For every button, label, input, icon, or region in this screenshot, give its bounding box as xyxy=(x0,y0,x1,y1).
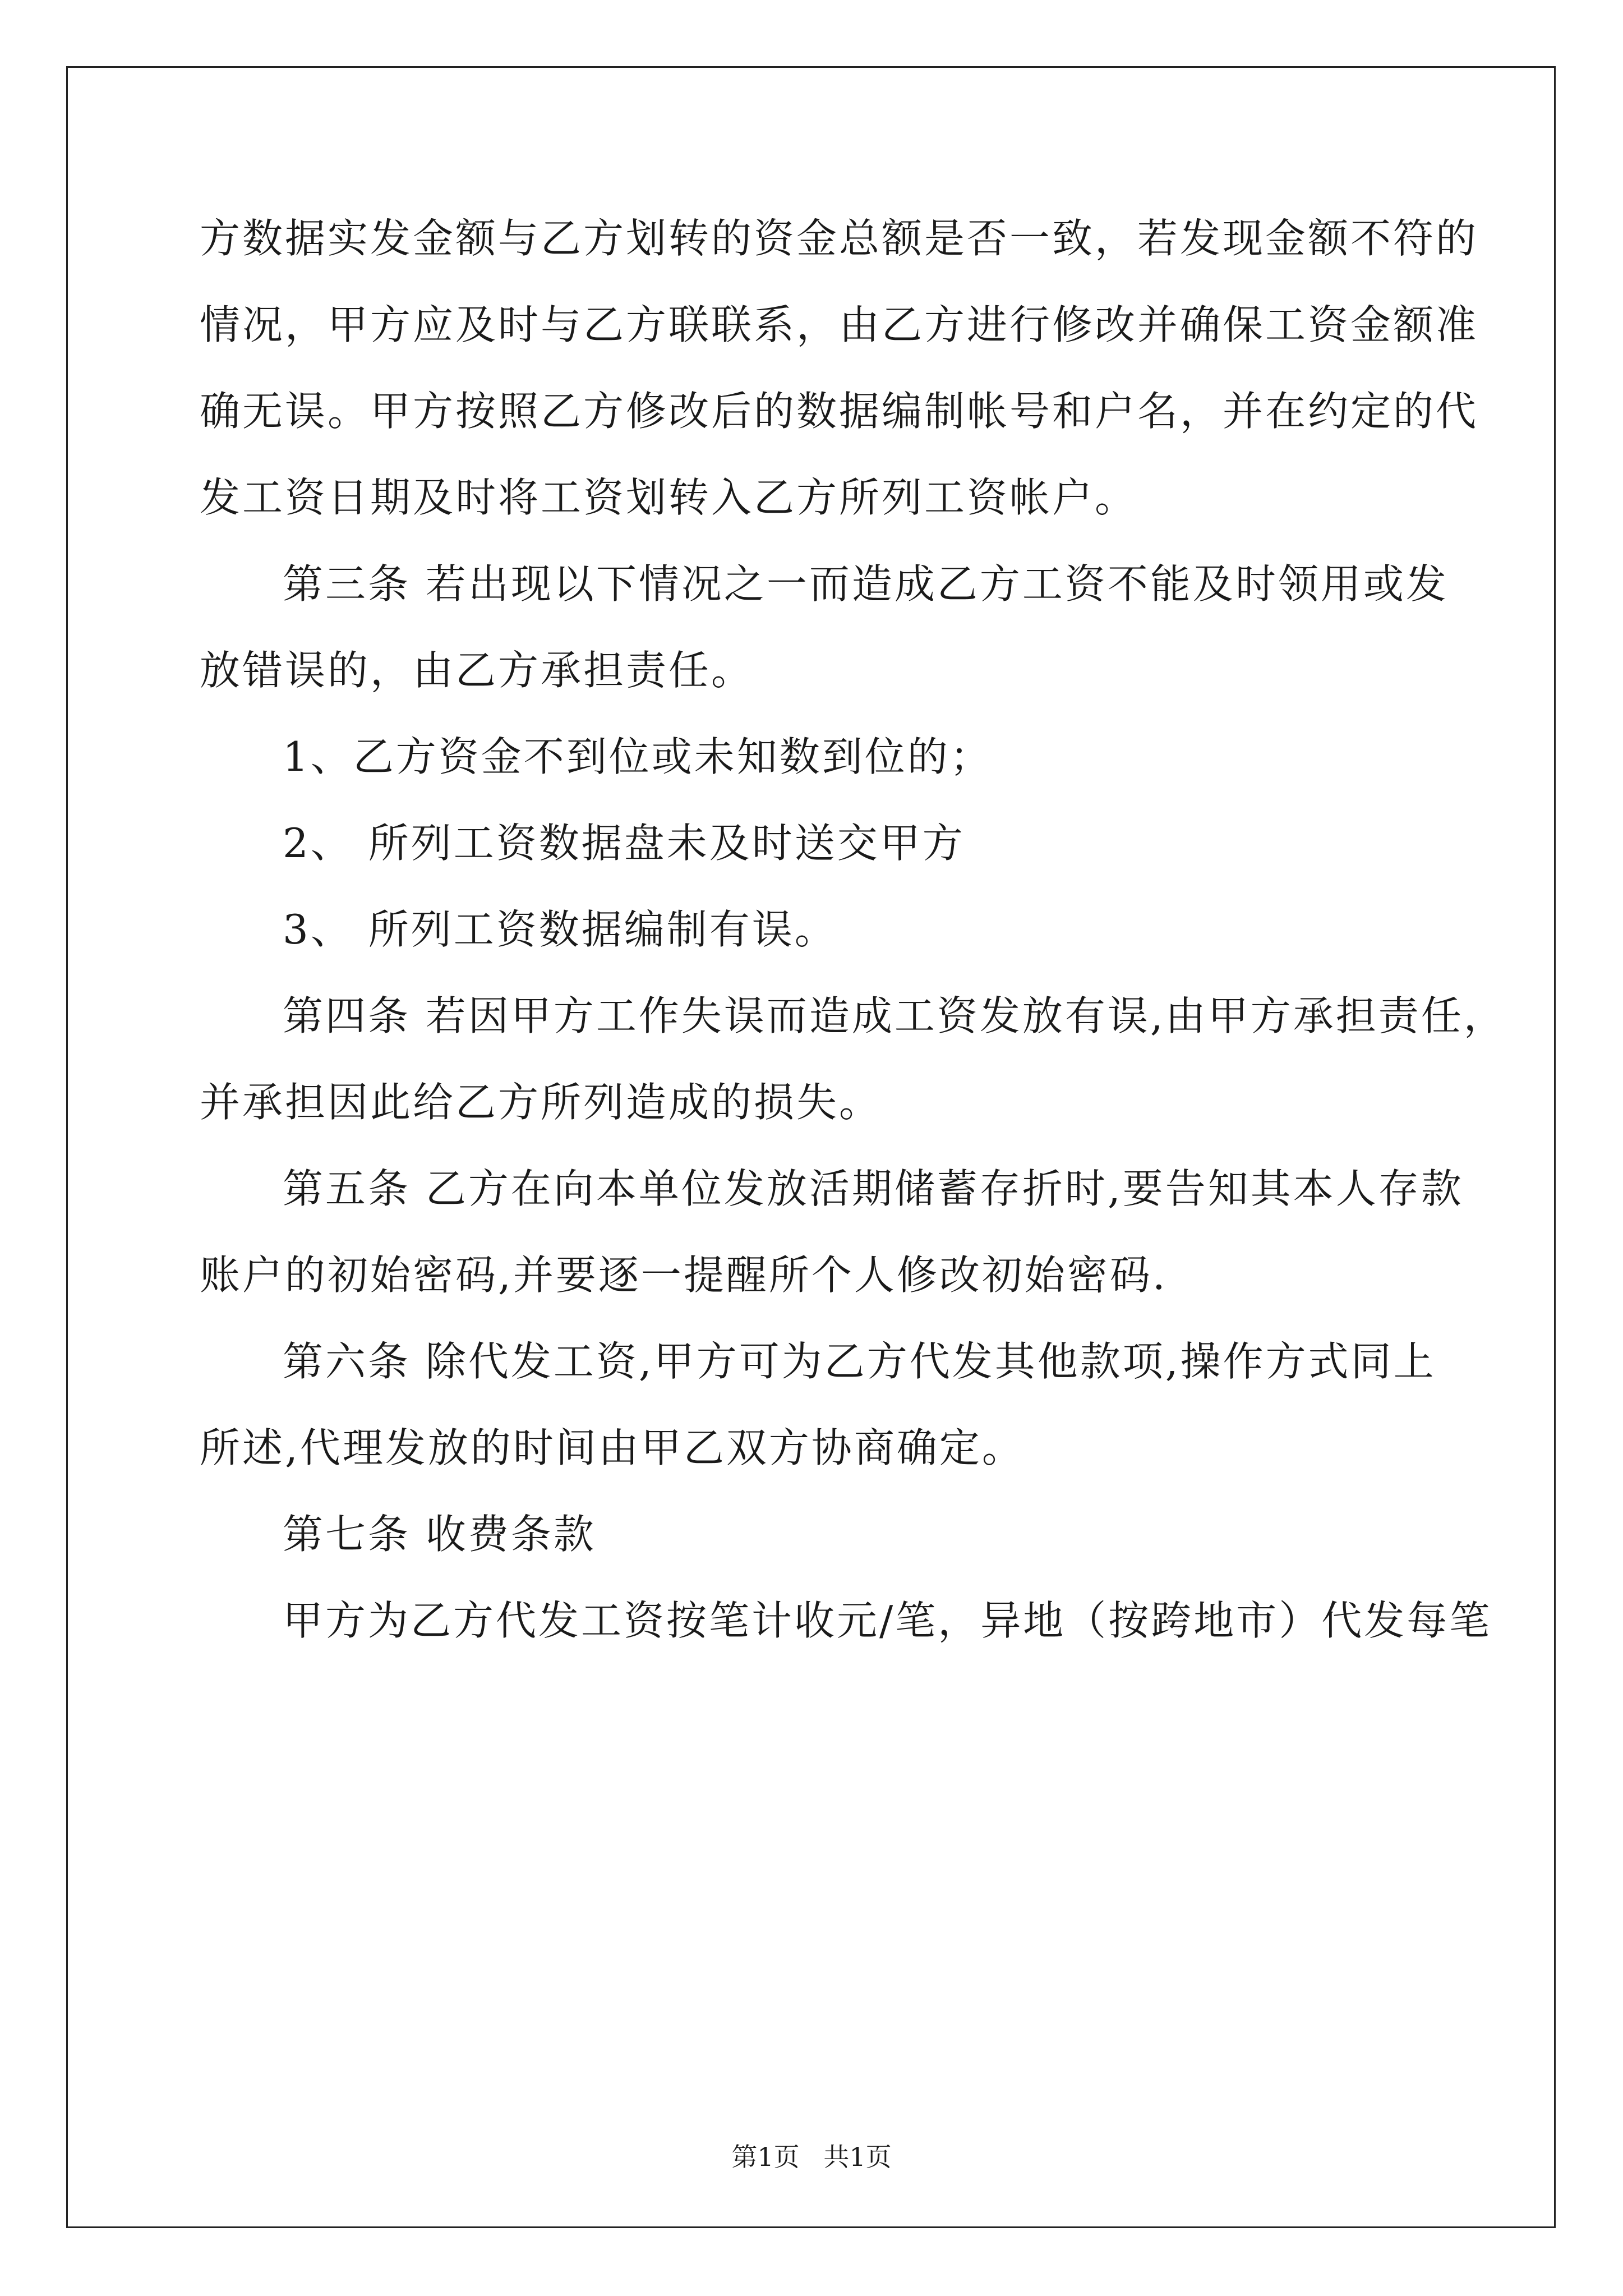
text-line: 放错误的，由乙方承担责任。 xyxy=(200,647,754,694)
text-line: 所述,代理发放的时间由甲乙双方协商确定。 xyxy=(200,1424,1025,1471)
text-line: 方数据实发金额与乙方划转的资金总额是否一致，若发现金额不符的 xyxy=(200,215,1479,262)
list-item: 2、 所列工资数据盘未及时送交甲方 xyxy=(283,820,965,867)
article-3-heading: 第三条 若出现以下情况之一而造成乙方工资不能及时领用或发 xyxy=(283,560,1449,608)
article-7-heading: 第七条 收费条款 xyxy=(283,1511,596,1558)
text-line: 确无误。甲方按照乙方修改后的数据编制帐号和户名，并在约定的代 xyxy=(200,388,1479,435)
article-5-heading: 第五条 乙方在向本单位发放活期储蓄存折时,要告知其本人存款 xyxy=(283,1165,1464,1212)
article-4-heading: 第四条 若因甲方工作失误而造成工资发放有误,由甲方承担责任， xyxy=(283,992,1506,1039)
list-item: 3、 所列工资数据编制有误。 xyxy=(283,906,837,953)
page-number: 第1页 xyxy=(731,2142,800,2172)
list-item: 1、乙方资金不到位或未知数到位的； xyxy=(283,733,993,780)
article-6-heading: 第六条 除代发工资,甲方可为乙方代发其他款项,操作方式同上 xyxy=(283,1338,1436,1385)
text-line: 账户的初始密码,并要逐一提醒所个人修改初始密码. xyxy=(200,1251,1168,1299)
page-footer xyxy=(0,2140,1623,2174)
text-line: 并承担因此给乙方所列造成的损失。 xyxy=(200,1079,882,1126)
text-line: 甲方为乙方代发工资按笔计收元/笔，异地（按跨地市）代发每笔 xyxy=(283,1597,1492,1644)
text-line: 发工资日期及时将工资划转入乙方所列工资帐户。 xyxy=(200,474,1138,521)
text-line: 情况，甲方应及时与乙方联联系，由乙方进行修改并确保工资金额准 xyxy=(200,301,1479,348)
page-total: 共1页 xyxy=(823,2142,892,2172)
